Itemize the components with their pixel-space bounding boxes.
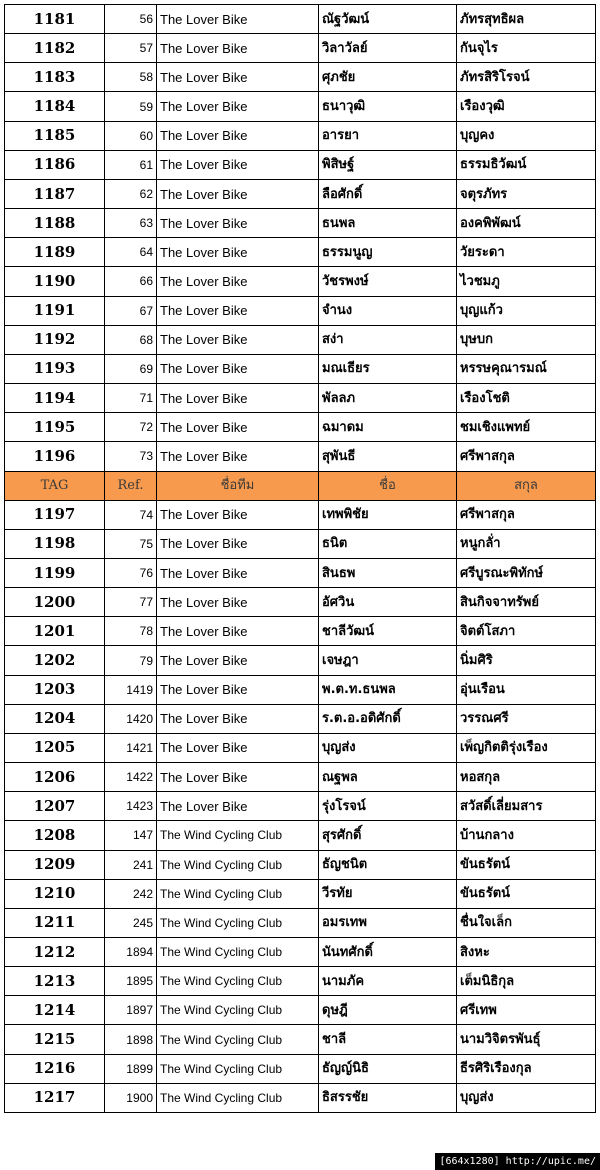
first-name-cell: ณฐพล xyxy=(319,763,457,792)
ref-cell: 68 xyxy=(105,325,157,354)
table-row xyxy=(5,588,596,617)
team-cell: The Lover Bike xyxy=(157,5,319,34)
team-cell: The Lover Bike xyxy=(157,763,319,792)
table-row xyxy=(5,209,596,238)
last-name-cell: จิตต์โสภา xyxy=(457,617,596,646)
team-cell: The Lover Bike xyxy=(157,238,319,267)
last-name-cell: นิ่มศิริ xyxy=(457,646,596,675)
ref-cell: 79 xyxy=(105,646,157,675)
team-cell: The Lover Bike xyxy=(157,588,319,617)
tag-cell: 1196 xyxy=(5,442,105,471)
team-cell: The Lover Bike xyxy=(157,733,319,762)
first-name-cell: พ.ต.ท.ธนพล xyxy=(319,675,457,704)
first-name-cell: สุรศักดิ์ xyxy=(319,821,457,850)
team-cell: The Wind Cycling Club xyxy=(157,821,319,850)
last-name-cell: บ้านกลาง xyxy=(457,821,596,850)
table-row xyxy=(5,296,596,325)
tag-cell: 1197 xyxy=(5,500,105,529)
first-name-cell: อมรเทพ xyxy=(319,908,457,937)
last-name-cell: องคพิพัฒน์ xyxy=(457,209,596,238)
first-name-cell: ชาลีวัฒน์ xyxy=(319,617,457,646)
ref-cell: 77 xyxy=(105,588,157,617)
ref-cell: 58 xyxy=(105,63,157,92)
team-cell: The Lover Bike xyxy=(157,500,319,529)
tag-cell: 1189 xyxy=(5,238,105,267)
ref-cell: 73 xyxy=(105,442,157,471)
last-name-cell: ชื่นใจเล็ก xyxy=(457,908,596,937)
last-name-cell: วรรณศรี xyxy=(457,704,596,733)
last-name-cell: ขันธรัตน์ xyxy=(457,879,596,908)
team-cell: The Wind Cycling Club xyxy=(157,1025,319,1054)
table-row xyxy=(5,938,596,967)
first-name-cell: นันทศักดิ์ xyxy=(319,938,457,967)
team-cell: The Wind Cycling Club xyxy=(157,879,319,908)
team-cell: The Lover Bike xyxy=(157,34,319,63)
team-cell: The Wind Cycling Club xyxy=(157,1083,319,1112)
table-row xyxy=(5,238,596,267)
team-cell: The Lover Bike xyxy=(157,179,319,208)
table-body-bottom xyxy=(5,500,596,1112)
table-row xyxy=(5,63,596,92)
team-cell: The Lover Bike xyxy=(157,63,319,92)
first-name-cell: ธรรมนูญ xyxy=(319,238,457,267)
tag-cell: 1181 xyxy=(5,5,105,34)
team-cell: The Wind Cycling Club xyxy=(157,996,319,1025)
last-name-cell: เรืองโชติ xyxy=(457,384,596,413)
ref-cell: 60 xyxy=(105,121,157,150)
tag-cell: 1208 xyxy=(5,821,105,850)
table-row xyxy=(5,996,596,1025)
first-name-cell: ดุษฎี xyxy=(319,996,457,1025)
last-name-cell: ภัทรสุทธิผล xyxy=(457,5,596,34)
first-name-cell: ลือศักดิ์ xyxy=(319,179,457,208)
ref-cell: 61 xyxy=(105,150,157,179)
last-name-cell: เต็มนิธิกุล xyxy=(457,967,596,996)
table-row xyxy=(5,92,596,121)
first-name-cell: ธัญชนิต xyxy=(319,850,457,879)
last-name-cell: ศรีบูรณะพิทักษ์ xyxy=(457,558,596,587)
table-row xyxy=(5,442,596,471)
team-cell: The Wind Cycling Club xyxy=(157,967,319,996)
team-cell: The Lover Bike xyxy=(157,267,319,296)
table-row xyxy=(5,558,596,587)
header-ref: Ref. xyxy=(105,471,157,500)
header-first-name: ชื่อ xyxy=(319,471,457,500)
team-cell: The Lover Bike xyxy=(157,529,319,558)
last-name-cell: ศรีพาสกุล xyxy=(457,500,596,529)
tag-cell: 1183 xyxy=(5,63,105,92)
first-name-cell: ฉมาดม xyxy=(319,413,457,442)
team-cell: The Lover Bike xyxy=(157,121,319,150)
first-name-cell: ณัฐวัฒน์ xyxy=(319,5,457,34)
ref-cell: 76 xyxy=(105,558,157,587)
tag-cell: 1190 xyxy=(5,267,105,296)
first-name-cell: สินธพ xyxy=(319,558,457,587)
last-name-cell: บุญแก้ว xyxy=(457,296,596,325)
tag-cell: 1209 xyxy=(5,850,105,879)
ref-cell: 63 xyxy=(105,209,157,238)
table-row xyxy=(5,646,596,675)
tag-cell: 1185 xyxy=(5,121,105,150)
team-cell: The Wind Cycling Club xyxy=(157,938,319,967)
tag-cell: 1211 xyxy=(5,908,105,937)
team-cell: The Lover Bike xyxy=(157,646,319,675)
table-row xyxy=(5,500,596,529)
first-name-cell: อารยา xyxy=(319,121,457,150)
ref-cell: 71 xyxy=(105,384,157,413)
table-row xyxy=(5,879,596,908)
tag-cell: 1214 xyxy=(5,996,105,1025)
table-row xyxy=(5,529,596,558)
first-name-cell: มณเธียร xyxy=(319,354,457,383)
ref-cell: 75 xyxy=(105,529,157,558)
ref-cell: 245 xyxy=(105,908,157,937)
last-name-cell: บุษบก xyxy=(457,325,596,354)
last-name-cell: เรืองวุฒิ xyxy=(457,92,596,121)
tag-cell: 1215 xyxy=(5,1025,105,1054)
ref-cell: 1421 xyxy=(105,733,157,762)
ref-cell: 241 xyxy=(105,850,157,879)
ref-cell: 1423 xyxy=(105,792,157,821)
first-name-cell: บุญส่ง xyxy=(319,733,457,762)
team-cell: The Lover Bike xyxy=(157,792,319,821)
table-row xyxy=(5,675,596,704)
table-row xyxy=(5,121,596,150)
last-name-cell: หอสกุล xyxy=(457,763,596,792)
ref-cell: 64 xyxy=(105,238,157,267)
table-row xyxy=(5,617,596,646)
table-row xyxy=(5,704,596,733)
table-row xyxy=(5,908,596,937)
tag-cell: 1202 xyxy=(5,646,105,675)
table-row xyxy=(5,763,596,792)
last-name-cell: สิงหะ xyxy=(457,938,596,967)
ref-cell: 62 xyxy=(105,179,157,208)
first-name-cell: จำนง xyxy=(319,296,457,325)
ref-cell: 57 xyxy=(105,34,157,63)
table-row xyxy=(5,792,596,821)
tag-cell: 1193 xyxy=(5,354,105,383)
team-cell: The Lover Bike xyxy=(157,558,319,587)
first-name-cell: สุพันธี xyxy=(319,442,457,471)
tag-cell: 1198 xyxy=(5,529,105,558)
last-name-cell: สวัสดิ์เลี่ยมสาร xyxy=(457,792,596,821)
first-name-cell: วิลาวัลย์ xyxy=(319,34,457,63)
last-name-cell: บุญคง xyxy=(457,121,596,150)
team-cell: The Wind Cycling Club xyxy=(157,850,319,879)
first-name-cell: พัลลภ xyxy=(319,384,457,413)
first-name-cell: อัศวิน xyxy=(319,588,457,617)
ref-cell: 1900 xyxy=(105,1083,157,1112)
team-cell: The Lover Bike xyxy=(157,325,319,354)
last-name-cell: ธีรศิริเรืองกุล xyxy=(457,1054,596,1083)
first-name-cell: ร.ต.อ.อดิศักดิ์ xyxy=(319,704,457,733)
table-row xyxy=(5,850,596,879)
last-name-cell: นามวิจิตรพันธุ์ xyxy=(457,1025,596,1054)
team-cell: The Wind Cycling Club xyxy=(157,1054,319,1083)
table-row xyxy=(5,821,596,850)
last-name-cell: จตุรภัทร xyxy=(457,179,596,208)
tag-cell: 1200 xyxy=(5,588,105,617)
first-name-cell: วัชรพงษ์ xyxy=(319,267,457,296)
header-last-name: สกุล xyxy=(457,471,596,500)
first-name-cell: เทพพิชัย xyxy=(319,500,457,529)
ref-cell: 72 xyxy=(105,413,157,442)
first-name-cell: ชาลี xyxy=(319,1025,457,1054)
table-body-top xyxy=(5,5,596,472)
tag-cell: 1192 xyxy=(5,325,105,354)
ref-cell: 74 xyxy=(105,500,157,529)
ref-cell: 242 xyxy=(105,879,157,908)
team-cell: The Lover Bike xyxy=(157,617,319,646)
last-name-cell: ศรีพาสกุล xyxy=(457,442,596,471)
last-name-cell: หรรษคุณารมณ์ xyxy=(457,354,596,383)
header-team: ชื่อทีม xyxy=(157,471,319,500)
ref-cell: 1898 xyxy=(105,1025,157,1054)
tag-cell: 1213 xyxy=(5,967,105,996)
tag-cell: 1187 xyxy=(5,179,105,208)
registration-table xyxy=(4,4,596,1113)
table-row xyxy=(5,733,596,762)
first-name-cell: พิสิษฐ์ xyxy=(319,150,457,179)
last-name-cell: วัยระดา xyxy=(457,238,596,267)
tag-cell: 1191 xyxy=(5,296,105,325)
last-name-cell: สินกิจจาทรัพย์ xyxy=(457,588,596,617)
ref-cell: 1419 xyxy=(105,675,157,704)
table-row xyxy=(5,384,596,413)
watermark-badge: [664x1280] http://upic.me/ xyxy=(435,1153,600,1170)
team-cell: The Lover Bike xyxy=(157,354,319,383)
header-tag: TAG xyxy=(5,471,105,500)
team-cell: The Lover Bike xyxy=(157,209,319,238)
table-header-section xyxy=(5,471,596,500)
table-row xyxy=(5,967,596,996)
team-cell: The Lover Bike xyxy=(157,413,319,442)
team-cell: The Lover Bike xyxy=(157,296,319,325)
tag-cell: 1216 xyxy=(5,1054,105,1083)
first-name-cell: ธนพล xyxy=(319,209,457,238)
last-name-cell: ภัทรสิริโรจน์ xyxy=(457,63,596,92)
table-row xyxy=(5,1083,596,1112)
first-name-cell: ธัญญ์นิธิ xyxy=(319,1054,457,1083)
tag-cell: 1212 xyxy=(5,938,105,967)
team-cell: The Lover Bike xyxy=(157,92,319,121)
ref-cell: 1897 xyxy=(105,996,157,1025)
ref-cell: 69 xyxy=(105,354,157,383)
tag-cell: 1199 xyxy=(5,558,105,587)
last-name-cell: ศรีเทพ xyxy=(457,996,596,1025)
last-name-cell: กันจุไร xyxy=(457,34,596,63)
first-name-cell: ธนาวุฒิ xyxy=(319,92,457,121)
ref-cell: 67 xyxy=(105,296,157,325)
tag-cell: 1210 xyxy=(5,879,105,908)
tag-cell: 1195 xyxy=(5,413,105,442)
tag-cell: 1182 xyxy=(5,34,105,63)
tag-cell: 1204 xyxy=(5,704,105,733)
tag-cell: 1184 xyxy=(5,92,105,121)
tag-cell: 1194 xyxy=(5,384,105,413)
ref-cell: 59 xyxy=(105,92,157,121)
last-name-cell: ขันธรัตน์ xyxy=(457,850,596,879)
tag-cell: 1188 xyxy=(5,209,105,238)
table-row xyxy=(5,267,596,296)
last-name-cell: ชมเชิงแพทย์ xyxy=(457,413,596,442)
ref-cell: 1422 xyxy=(105,763,157,792)
first-name-cell: สง่า xyxy=(319,325,457,354)
ref-cell: 1895 xyxy=(105,967,157,996)
team-cell: The Lover Bike xyxy=(157,704,319,733)
ref-cell: 147 xyxy=(105,821,157,850)
table-row xyxy=(5,1025,596,1054)
table-row xyxy=(5,413,596,442)
ref-cell: 78 xyxy=(105,617,157,646)
tag-cell: 1203 xyxy=(5,675,105,704)
tag-cell: 1186 xyxy=(5,150,105,179)
table-row xyxy=(5,1054,596,1083)
header-row xyxy=(5,471,596,500)
team-cell: The Wind Cycling Club xyxy=(157,908,319,937)
first-name-cell: ธนิต xyxy=(319,529,457,558)
first-name-cell: นามภัค xyxy=(319,967,457,996)
tag-cell: 1201 xyxy=(5,617,105,646)
ref-cell: 56 xyxy=(105,5,157,34)
ref-cell: 1899 xyxy=(105,1054,157,1083)
last-name-cell: ธรรมธิวัฒน์ xyxy=(457,150,596,179)
team-cell: The Lover Bike xyxy=(157,384,319,413)
last-name-cell: หนูกลั่า xyxy=(457,529,596,558)
table-row xyxy=(5,179,596,208)
ref-cell: 1894 xyxy=(105,938,157,967)
table-row xyxy=(5,34,596,63)
tag-cell: 1205 xyxy=(5,733,105,762)
tag-cell: 1217 xyxy=(5,1083,105,1112)
first-name-cell: ธิสรรชัย xyxy=(319,1083,457,1112)
team-cell: The Lover Bike xyxy=(157,442,319,471)
team-cell: The Lover Bike xyxy=(157,675,319,704)
table-row xyxy=(5,150,596,179)
last-name-cell: บุญส่ง xyxy=(457,1083,596,1112)
ref-cell: 1420 xyxy=(105,704,157,733)
tag-cell: 1207 xyxy=(5,792,105,821)
tag-cell: 1206 xyxy=(5,763,105,792)
last-name-cell: เพ็ญกิตติรุ่งเรือง xyxy=(457,733,596,762)
table-row xyxy=(5,5,596,34)
table-row xyxy=(5,354,596,383)
first-name-cell: รุ่งโรจน์ xyxy=(319,792,457,821)
last-name-cell: ไวชมภู xyxy=(457,267,596,296)
first-name-cell: ศุภชัย xyxy=(319,63,457,92)
first-name-cell: วีรทัย xyxy=(319,879,457,908)
last-name-cell: อุ่นเรือน xyxy=(457,675,596,704)
team-cell: The Lover Bike xyxy=(157,150,319,179)
first-name-cell: เจษฎา xyxy=(319,646,457,675)
ref-cell: 66 xyxy=(105,267,157,296)
table-row xyxy=(5,325,596,354)
